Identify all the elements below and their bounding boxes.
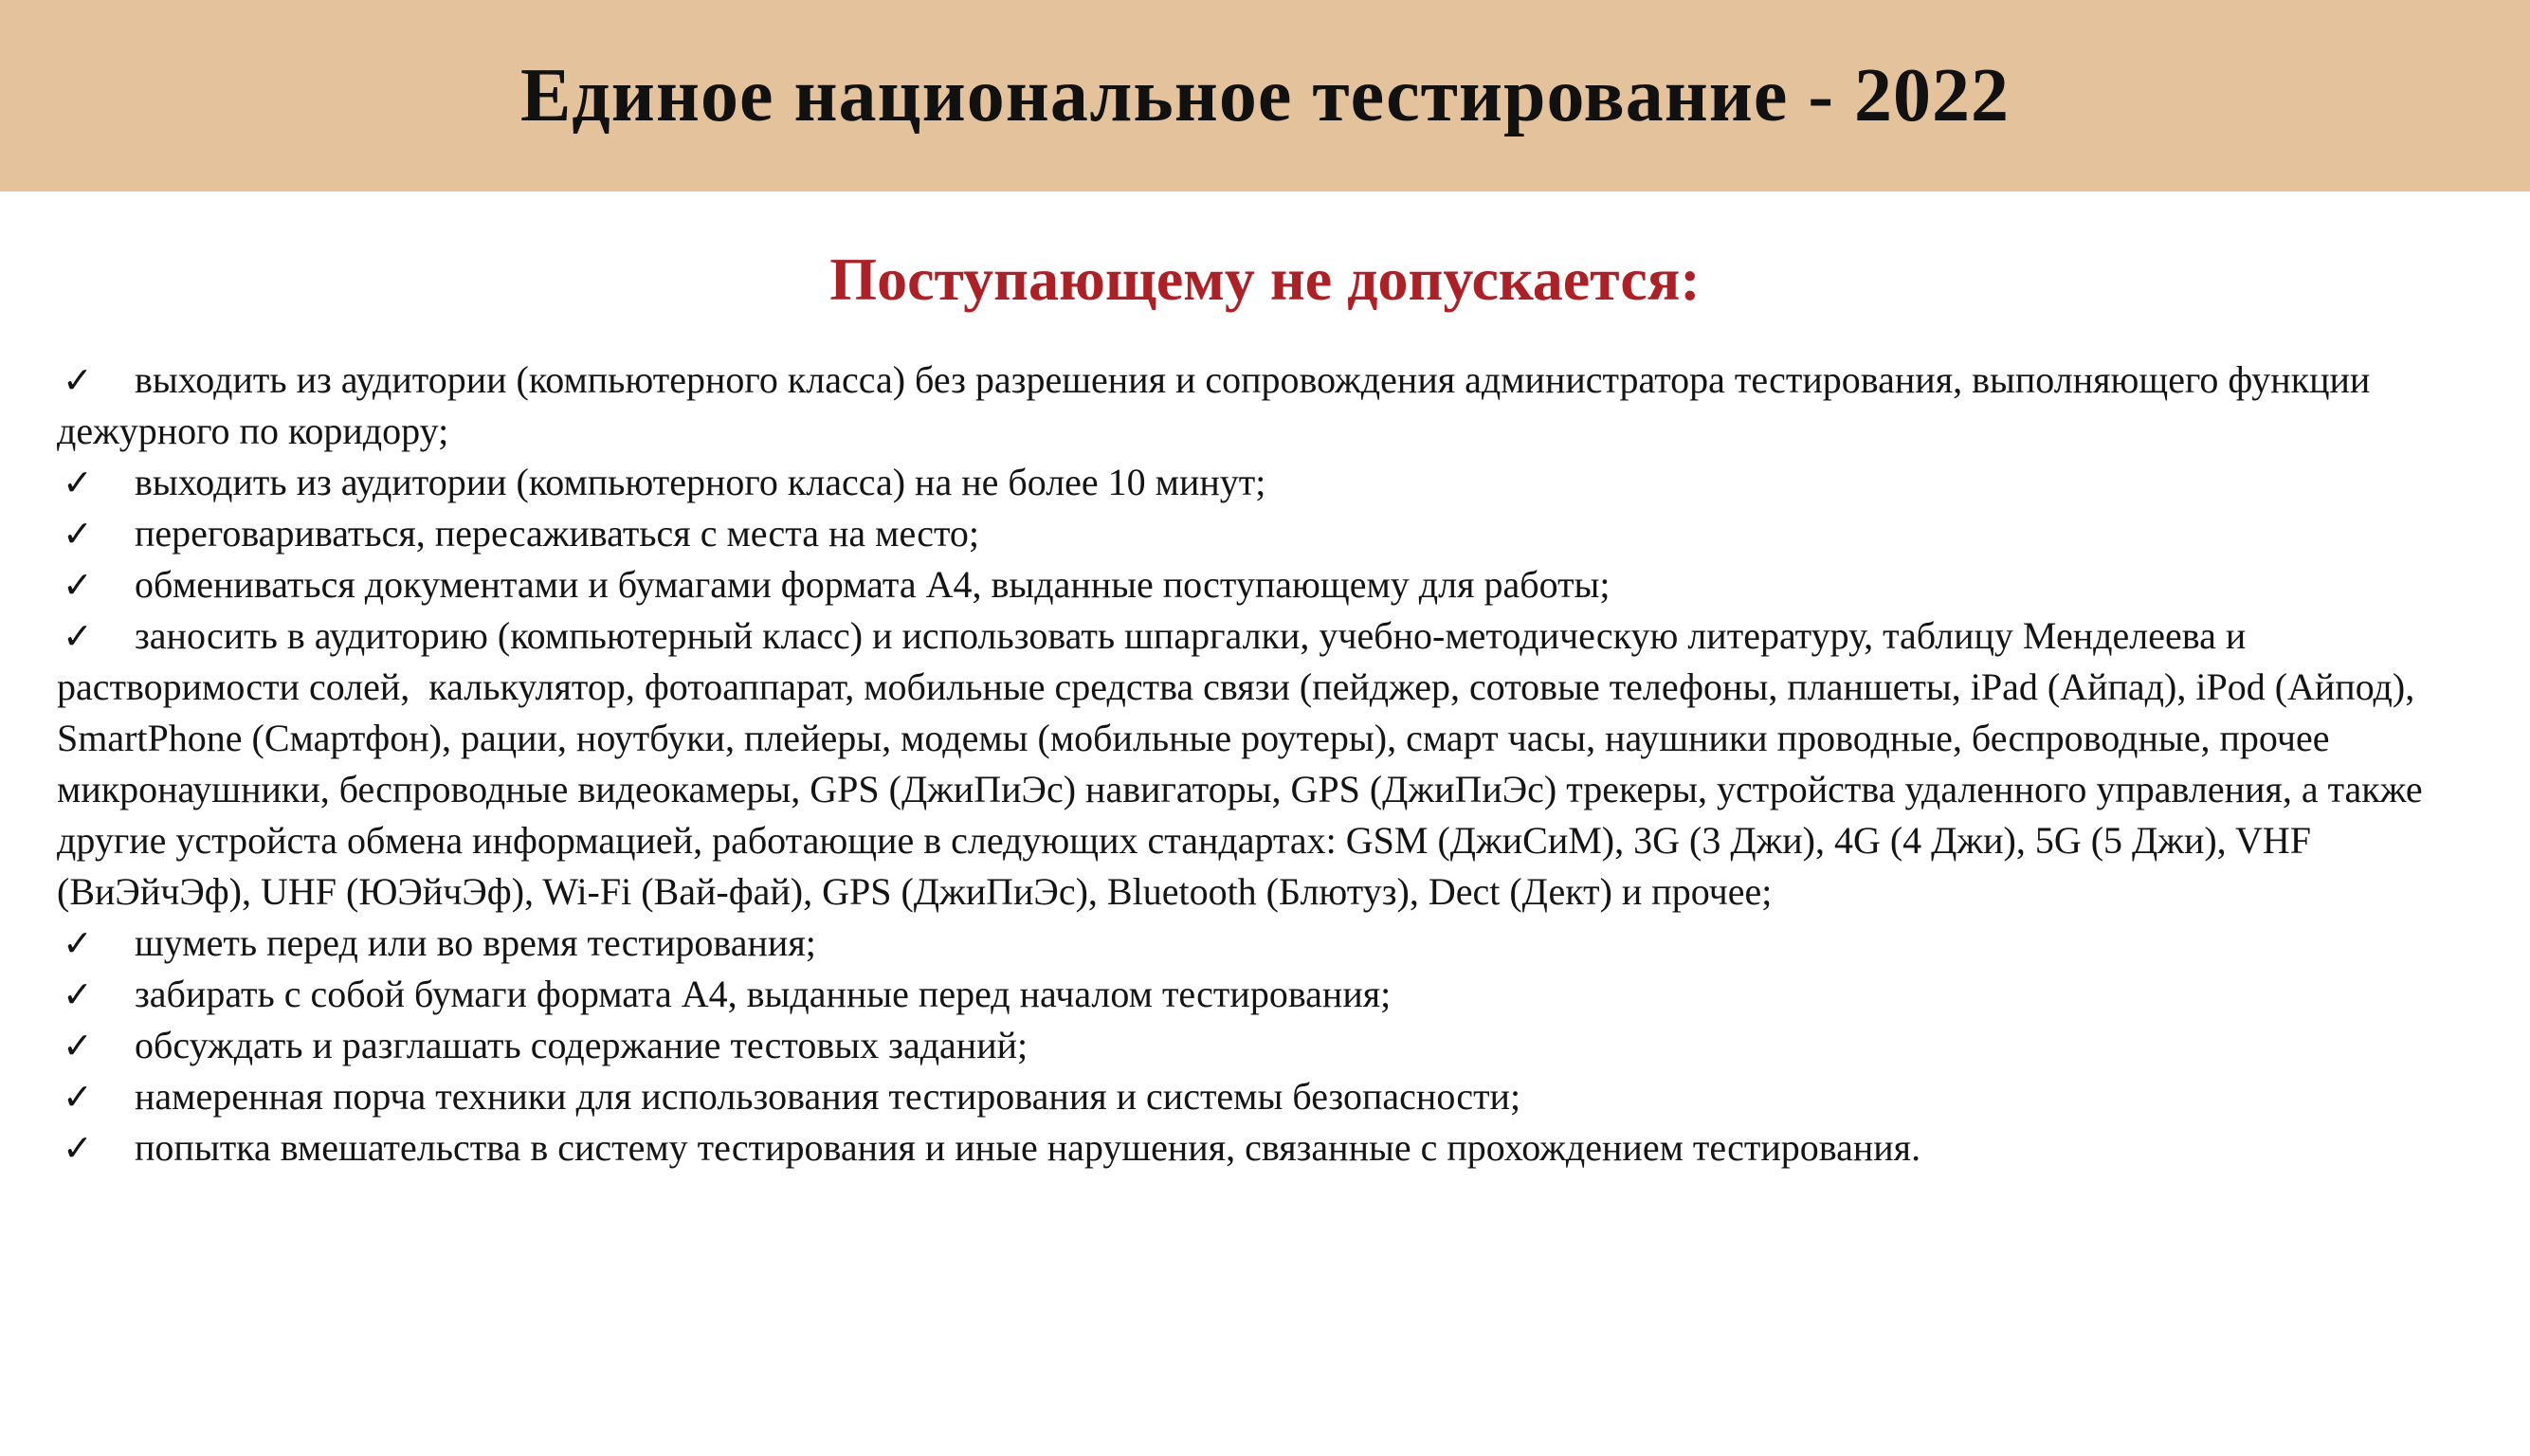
rule-item <box>57 355 2477 457</box>
rules-list <box>0 355 2530 1174</box>
check-icon: ✓ <box>63 974 93 1015</box>
check-icon: ✓ <box>63 1025 93 1066</box>
check-icon: ✓ <box>63 922 93 964</box>
rule-item <box>57 1071 2477 1122</box>
check-icon: ✓ <box>63 564 93 606</box>
rule-text: обмениваться документами и бумагами формата А4, выданные поступающему для работы; <box>135 563 1611 606</box>
rule-item <box>57 508 2477 559</box>
rule-item <box>57 918 2477 969</box>
rule-item <box>57 457 2477 508</box>
rule-text: забирать с собой бумаги формата А4, выданные перед началом тестирования; <box>135 973 1392 1015</box>
rule-text: выходить из аудитории (компьютерного класса) на не более 10 минут; <box>135 461 1266 503</box>
check-icon: ✓ <box>63 462 93 503</box>
rule-text: заносить в аудиторию (компьютерный класс) и использовать шпаргалки, учебно-методическую литературу, таблицу Менделеева и растворимости солей, калькулятор, фотоаппарат, мобильные средства связи (пейджер, сотовые телефоны, планшеты, iPad (Айпад), iPod (Айпод), SmartPhone (Смартфон), рации, ноутбуки, плейеры, модемы (мобильные роутеры), смарт часы, наушники проводные, беспроводные, прочее микронаушники, беспроводные видеокамеры, GPS (ДжиПиЭс) навигаторы, GPS (ДжиПиЭс) трекеры, устройства удаленного управления, а также другие устройста обмена информацией, работающие в следующих стандартах: GSM (ДжиСиМ), 3G (3 Джи), 4G (4 Джи), 5G (5 Джи), VHF (ВиЭйчЭф), UHF (ЮЭйчЭф), Wi-Fi (Вай-фай), GPS (ДжиПиЭс), Bluetooth (Блютуз), Dect (Дект) и прочее; <box>57 614 2432 913</box>
rule-item <box>57 559 2477 610</box>
rule-item <box>57 610 2477 918</box>
check-icon: ✓ <box>63 359 93 401</box>
rule-text: попытка вмешательства в систему тестирования и иные нарушения, связанные с прохождением тестирования. <box>135 1126 1921 1169</box>
check-icon: ✓ <box>63 1127 93 1169</box>
slide-title: Единое национальное тестирование - 2022 <box>519 53 2011 137</box>
rule-text: выходить из аудитории (компьютерного класса) без разрешения и сопровождения администратора тестирования, выполняющего функции дежурного по коридору; <box>57 358 2380 452</box>
rule-text: переговариваться, пересаживаться с места на место; <box>135 512 980 555</box>
rule-item <box>57 1122 2477 1174</box>
rule-item <box>57 969 2477 1020</box>
rule-item <box>57 1020 2477 1071</box>
check-icon: ✓ <box>63 513 93 555</box>
section-heading: Поступающему не допускается: <box>829 246 1701 313</box>
rule-text: шуметь перед или во время тестирования; <box>135 921 816 964</box>
check-icon: ✓ <box>63 1076 93 1118</box>
rule-text: намеренная порча техники для использования тестирования и системы безопасности; <box>135 1075 1521 1118</box>
rule-text: обсуждать и разглашать содержание тестовых заданий; <box>135 1024 1028 1066</box>
check-icon: ✓ <box>63 615 93 657</box>
header-band <box>0 0 2530 191</box>
